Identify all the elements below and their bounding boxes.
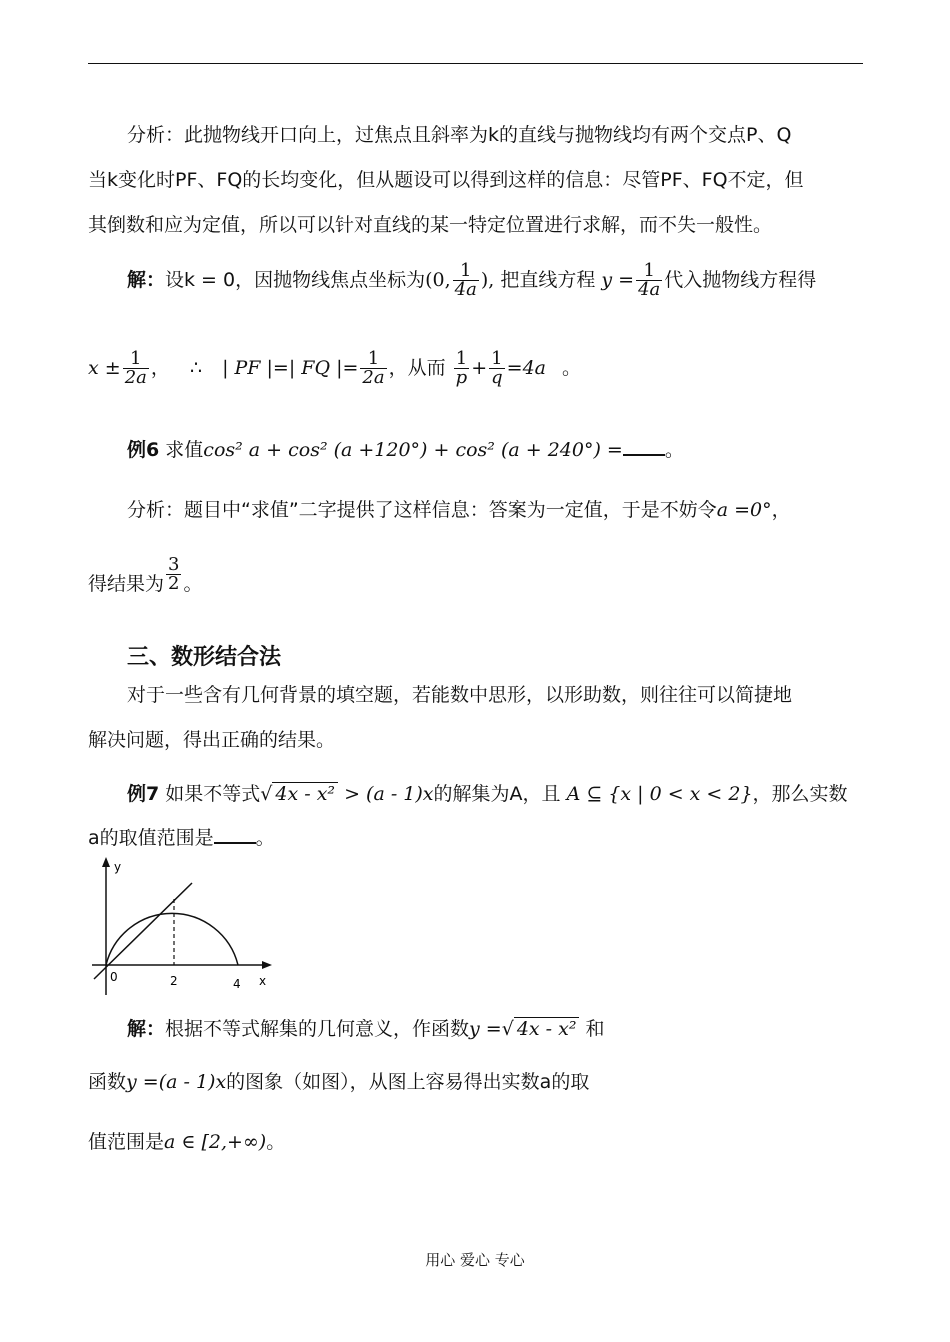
func1-prefix: y = [469, 1018, 502, 1040]
example7-text-a: 如果不等式 [165, 783, 261, 805]
semicircle-curve [106, 913, 238, 965]
therefore-symbol: ∴ [189, 357, 203, 379]
func2-expression: y =(a - 1)x [126, 1071, 227, 1093]
pf-expression: | PF |=| FQ |= [222, 357, 359, 379]
inequality-rhs: > (a - 1)x [344, 783, 434, 805]
example7-line-1 [127, 785, 848, 804]
period: 。 [183, 573, 203, 595]
page-footer: 用心 爱心 专心 [425, 1251, 525, 1269]
period: 。 [266, 1131, 286, 1153]
section-line-2: 解决问题，得出正确的结果。 [88, 729, 336, 751]
period: 。 [562, 357, 582, 379]
section-heading: 三、数形结合法 [127, 645, 282, 670]
plus-sign: + [471, 357, 488, 379]
example7-label: 例7 [127, 783, 160, 805]
analysis-line-1: 分析：此抛物线开口向上，过焦点且斜率为k的直线与抛物线均有两个交点P、Q [127, 124, 792, 146]
a-equals-zero: a =0° [716, 499, 772, 521]
solution2-label: 解： [127, 1018, 166, 1040]
function-graph [88, 855, 273, 1000]
example7-line2-text: a的取值范围是 [88, 827, 214, 849]
solution-line-2 [88, 350, 581, 387]
solution2-line-1 [127, 1020, 605, 1039]
result-fraction: $\frac{3}{2}$ [168, 554, 180, 594]
analysis-line-2: 当k变化时PF、FQ的长均变化，但从题设可以得到这样的信息：尽管PF、FQ不定，但 [88, 169, 804, 191]
q-fraction: $\frac{1}{q}$ [491, 348, 503, 388]
example6-text: 求值 [165, 439, 204, 461]
y-axis-arrow [102, 857, 110, 867]
example6-label: 例6 [127, 439, 160, 461]
solution2-line2-a: 函数 [88, 1071, 127, 1093]
comma: ， [771, 499, 791, 521]
solution2-line-2 [88, 1073, 589, 1092]
line-eq-fraction: $\frac{1}{4a}$ [638, 260, 661, 300]
analysis2-line-2 [88, 556, 202, 594]
focus-suffix: ), [480, 269, 495, 291]
header-rule [88, 63, 863, 64]
pf-fraction: $\frac{1}{2a}$ [362, 348, 385, 388]
sqrt-symbol: √ [260, 783, 273, 805]
solution-line-1 [127, 262, 816, 299]
comma: ， [150, 357, 170, 379]
solution2-line-3 [88, 1133, 285, 1152]
set-expression: A ⊆ {x | 0 < x < 2} [566, 783, 753, 805]
sqrt-symbol: √ [501, 1018, 514, 1040]
example7-text-c: ，那么实数 [752, 783, 848, 805]
analysis2-line-1 [127, 501, 791, 520]
analysis-line-3: 其倒数和应为定值，所以可以针对直线的某一特定位置进行求解，而不失一般性。 [88, 214, 773, 236]
solution-text-d: ，从而 [388, 357, 446, 379]
tick-label-4: 4 [233, 977, 241, 991]
focus-fraction: $\frac{1}{4a}$ [454, 260, 477, 300]
y-axis-label: y [114, 860, 122, 874]
x-prefix: x ± [88, 357, 121, 379]
solution-text-c: 代入抛物线方程得 [664, 269, 817, 291]
solution2-text-b: 和 [585, 1018, 605, 1040]
solution-text-a: 设k = 0，因抛物线焦点坐标为 [165, 269, 426, 291]
section-line-1: 对于一些含有几何背景的填空题，若能数中思形，以形助数，则往往可以简捷地 [127, 684, 793, 706]
x-fraction: $\frac{1}{2a}$ [124, 348, 147, 388]
p-fraction: $\frac{1}{p}$ [455, 348, 468, 388]
answer-blank [214, 841, 256, 844]
sqrt-expression: 4x - x² [272, 782, 338, 805]
solution-label: 解： [127, 269, 166, 291]
analysis2-text-b: 得结果为 [88, 573, 165, 595]
func1-sqrt: 4x - x² [514, 1017, 580, 1040]
x-axis-label: x [259, 974, 267, 988]
line-eq-prefix: y = [601, 269, 635, 291]
solution-text-b: 把直线方程 [500, 269, 596, 291]
period: 。 [255, 827, 275, 849]
solution2-line2-b: 的图象（如图），从图上容易得出实数a的取 [226, 1071, 590, 1093]
tick-label-0: 0 [110, 970, 118, 984]
focus-prefix: (0, [425, 269, 451, 291]
solution2-line3-a: 值范围是 [88, 1131, 165, 1153]
analysis2-text-a: 分析：题目中“求值”二字提供了这样信息：答案为一定值，于是不妨令 [127, 499, 717, 521]
example6-expression: cos² a + cos² (a +120°) + cos² (a + 240°) = [203, 439, 623, 461]
range-expression: a ∈ [2,+∞) [164, 1131, 267, 1153]
answer-blank [623, 453, 665, 456]
result-value: =4a [506, 357, 546, 379]
solution2-text-a: 根据不等式解集的几何意义，作函数 [165, 1018, 470, 1040]
period: 。 [664, 439, 684, 461]
example7-line-2 [88, 829, 275, 848]
example6-line [127, 441, 684, 460]
x-axis-arrow [262, 961, 272, 969]
example7-text-b: 的解集为A，且 [433, 783, 561, 805]
tick-label-2: 2 [170, 974, 178, 988]
